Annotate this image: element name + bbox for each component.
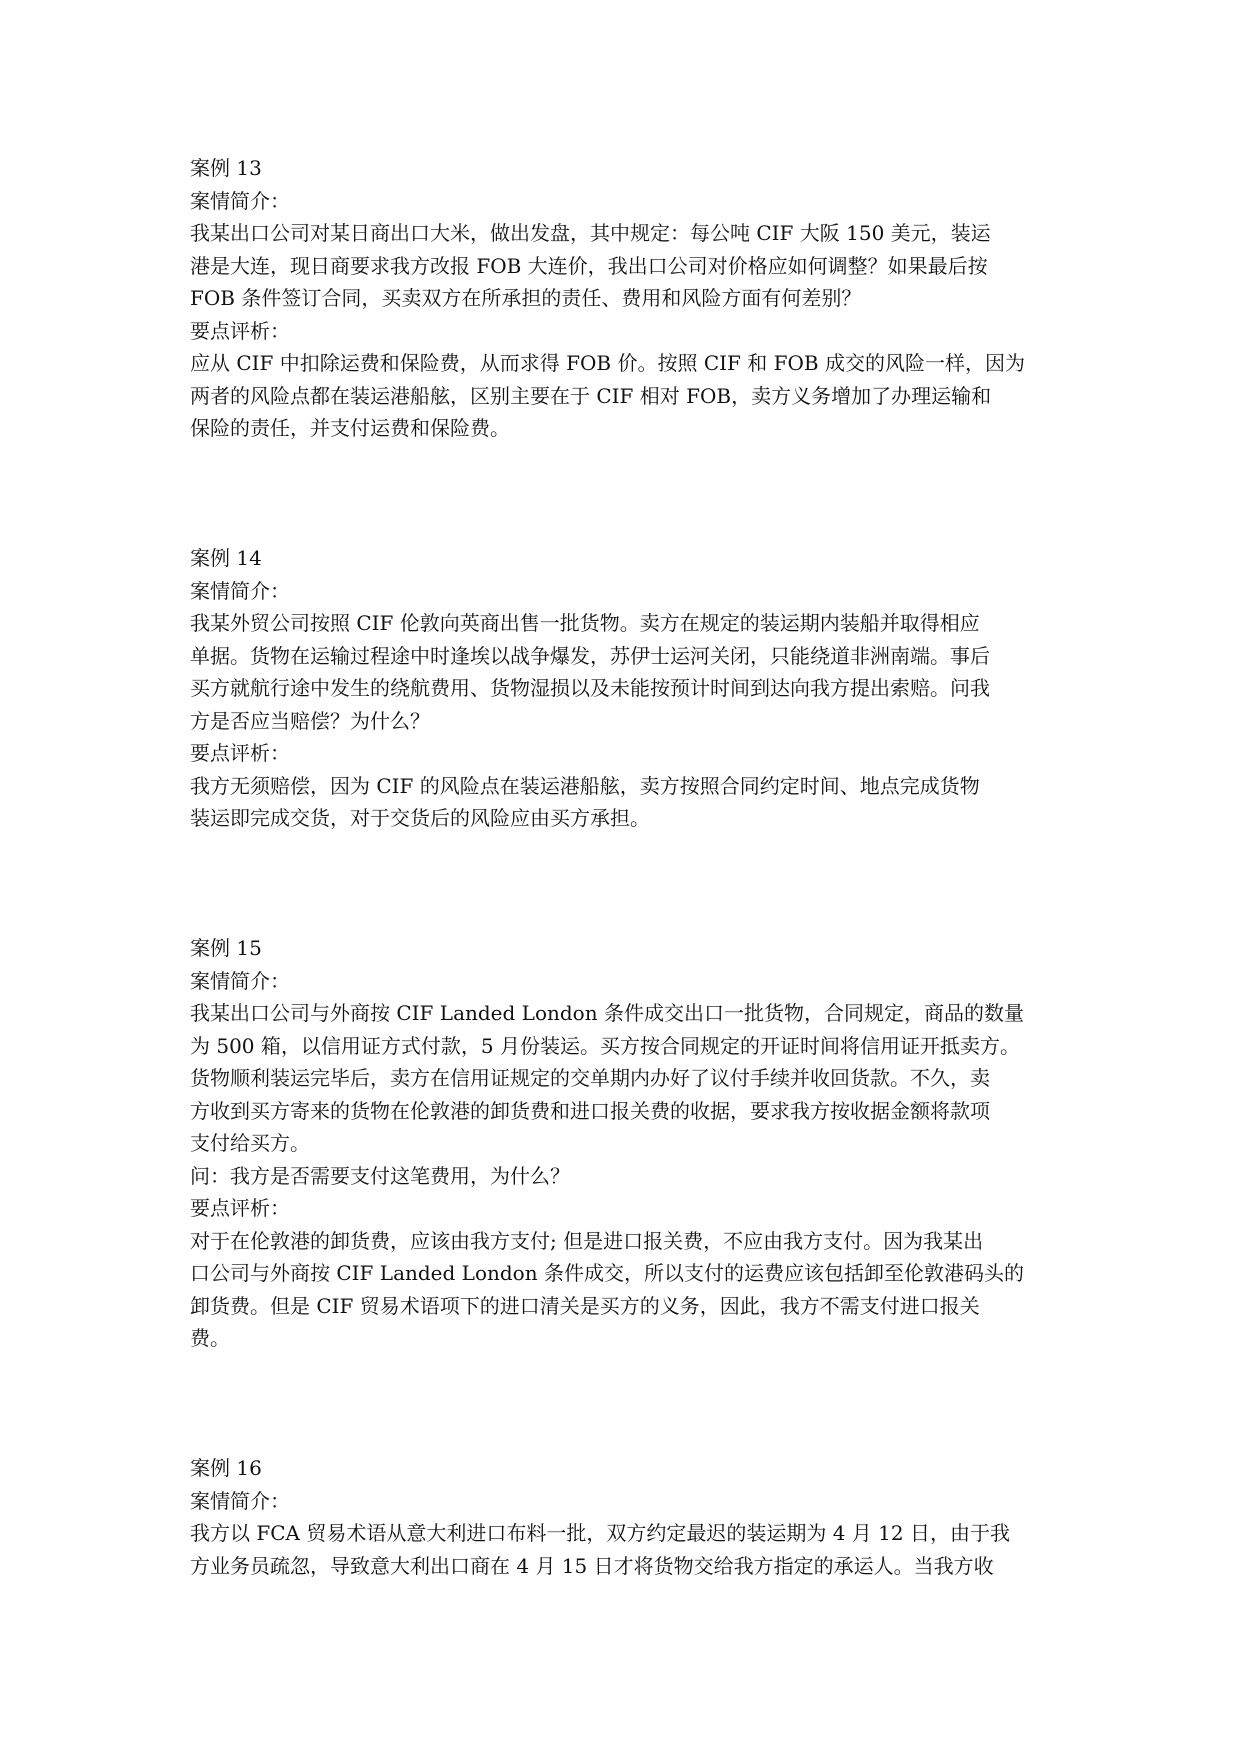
case-title: 案例 16 [190,1456,262,1480]
case-intro-line: 我方以 FCA 贸易术语从意大利进口布料一批，双方约定最迟的装运期为 4 月 12 日，由于我 [190,1521,1010,1545]
case-15 [190,932,1056,1355]
case-title: 案例 15 [190,936,262,960]
case-intro-line: FOB 条件签订合同，买卖双方在所承担的责任、费用和风险方面有何差别？ [190,286,862,310]
case-analysis-line: 口公司与外商按 CIF Landed London 条件成交，所以支付的运费应该包括卸至伦敦港码头的 [190,1261,1024,1285]
case-question: 问：我方是否需要支付这笔费用，为什么？ [190,1163,570,1188]
case-analysis-label: 要点评析： [190,741,290,765]
case-analysis-label: 要点评析： [190,1196,290,1220]
case-intro-line: 支付给买方。 [190,1131,310,1155]
case-analysis-line: 两者的风险点都在装运港船舷，区别主要在于 CIF 相对 FOB，卖方义务增加了办理运输和 [190,383,992,408]
case-analysis-label: 要点评析： [190,318,290,343]
case-analysis-line: 应从 CIF 中扣除运费和保险费，从而求得 FOB 价。按照 CIF 和 FOB 成交的风险一样，因为 [190,351,1025,375]
case-intro-line: 方收到买方寄来的货物在伦敦港的卸货费和进口报关费的收据，要求我方按收据金额将款项 [190,1098,990,1123]
case-analysis-line: 费。 [190,1326,230,1350]
case-intro-line: 买方就航行途中发生的绕航费用、货物湿损以及未能按预计时间到达向我方提出索赔。问我 [190,676,990,700]
case-analysis-line: 保险的责任，并支付运费和保险费。 [190,416,510,440]
case-intro-line: 港是大连，现日商要求我方改报 FOB 大连价，我出口公司对价格应如何调整？如果最后按 [190,253,988,278]
case-intro-line: 方是否应当赔偿？为什么？ [190,708,430,733]
case-analysis-line: 卸货费。但是 CIF 贸易术语项下的进口清关是买方的义务，因此，我方不需支付进口报关 [190,1293,980,1318]
case-intro-line: 我某外贸公司按照 CIF 伦敦向英商出售一批货物。卖方在规定的装运期内装船并取得相应 [190,611,980,635]
case-analysis-line: 我方无须赔偿，因为 CIF 的风险点在装运港船舷，卖方按照合同约定时间、地点完成货物 [190,773,980,798]
case-intro-line: 为 500 箱，以信用证方式付款，5 月份装运。买方按合同规定的开证时间将信用证开抵卖方。 [190,1033,1020,1058]
case-analysis-line: 对于在伦敦港的卸货费，应该由我方支付; 但是进口报关费，不应由我方支付。因为我某出 [190,1228,984,1253]
case-analysis-line: 装运即完成交货，对于交货后的风险应由买方承担。 [190,806,650,830]
case-16 [190,1452,1056,1582]
case-intro-line: 货物顺利装运完毕后，卖方在信用证规定的交单期内办好了议付手续并收回货款。不久，卖 [190,1066,990,1090]
case-intro-label: 案情简介： [190,188,290,213]
case-intro-line: 我某出口公司对某日商出口大米，做出发盘，其中规定：每公吨 CIF 大阪 150 美元，装运 [190,221,991,245]
case-14 [190,542,1056,835]
case-intro-label: 案情简介： [190,968,290,993]
case-intro-line: 单据。货物在运输过程途中时逢埃以战争爆发，苏伊士运河关闭，只能绕道非洲南端。事后 [190,643,990,668]
case-intro-line: 我某出口公司与外商按 CIF Landed London 条件成交出口一批货物，合同规定，商品的数量 [190,1001,1024,1025]
case-intro-label: 案情简介： [190,1488,290,1513]
case-title: 案例 13 [190,156,262,180]
case-intro-line: 方业务员疏忽，导致意大利出口商在 4 月 15 日才将货物交给我方指定的承运人。当我方收 [190,1553,994,1578]
case-title: 案例 14 [190,546,262,570]
case-intro-label: 案情简介： [190,578,290,603]
case-13 [190,152,1056,445]
